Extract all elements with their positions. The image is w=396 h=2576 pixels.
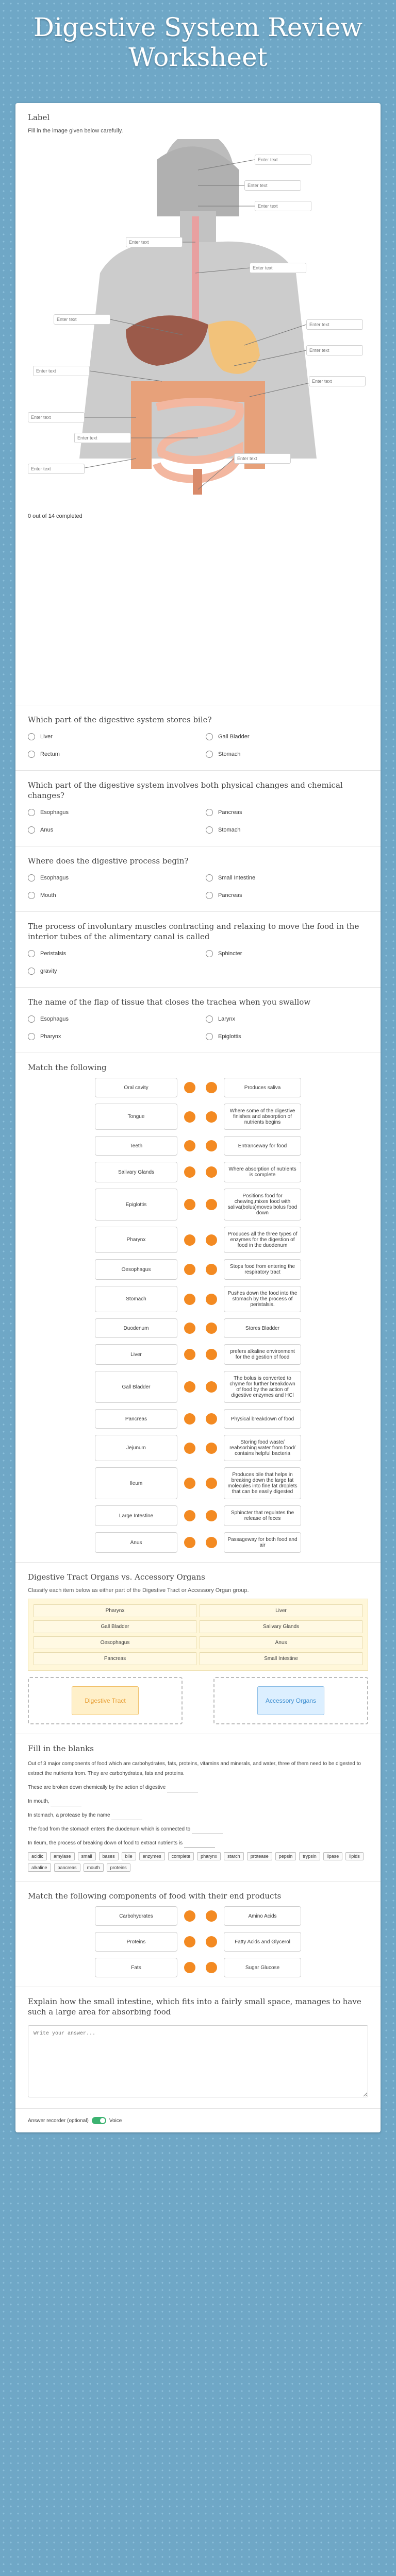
essay-answer[interactable] — [28, 2025, 368, 2097]
match-right-item[interactable] — [224, 1104, 301, 1130]
mcq-list — [15, 705, 381, 1053]
word-chip[interactable]: trypsin — [299, 1852, 320, 1860]
connector-handle[interactable] — [206, 1381, 217, 1393]
connector-handle[interactable] — [206, 1199, 217, 1210]
connector-handle[interactable] — [184, 1166, 195, 1178]
radio-button[interactable] — [28, 892, 35, 899]
match-right-label: Fatty Acids and Glycerol — [235, 1939, 290, 1945]
word-chip[interactable]: small — [78, 1852, 96, 1860]
mcq-option[interactable] — [206, 730, 368, 743]
connector-handle[interactable] — [184, 1381, 195, 1393]
word-chip[interactable]: bile — [122, 1852, 136, 1860]
mcq-question — [15, 912, 381, 988]
classify-card[interactable]: Liver — [200, 1604, 362, 1617]
connector-handle[interactable] — [184, 1910, 195, 1922]
classify-card[interactable]: Pancreas — [34, 1652, 196, 1665]
essay-heading: Explain how the small intestine, which fits into a fairly small space, manages to have such a large area for absorbing food — [28, 1997, 361, 2016]
mcq-option-label: Esophagus — [40, 875, 69, 881]
match-left-label: Pharynx — [126, 1237, 146, 1243]
essay-section — [15, 1987, 381, 2109]
match-right-item[interactable] — [224, 1505, 301, 1526]
classify-card[interactable]: Pharynx — [34, 1604, 196, 1617]
connector-handle[interactable] — [184, 1510, 195, 1521]
mcq-option[interactable] — [28, 748, 190, 761]
label-input-12[interactable] — [74, 433, 131, 443]
mcq-option[interactable] — [28, 871, 190, 885]
label-section — [15, 103, 381, 705]
mcq-question-text: The process of involuntary muscles contracting and relaxing to move the food in the interior tubes of the alimentary canal is called — [28, 922, 359, 941]
match-grid — [28, 1078, 368, 1553]
classify-card[interactable]: Anus — [200, 1636, 362, 1649]
connector-handle[interactable] — [184, 1962, 195, 1973]
match-left-item[interactable] — [95, 1505, 177, 1526]
word-chip[interactable]: bases — [99, 1852, 119, 1860]
match-left-label: Carbohydrates — [119, 1913, 153, 1919]
match-left-label: Liver — [130, 1351, 142, 1358]
word-chip[interactable]: protease — [247, 1852, 272, 1860]
mcq-option-label: Gall Bladder — [218, 734, 250, 740]
mcq-question — [15, 771, 381, 846]
mcq-option[interactable] — [28, 1012, 190, 1026]
fill-paragraph-2: These are broken down chemically by the action of digestive — [28, 1785, 166, 1790]
label-input-14[interactable] — [28, 464, 85, 474]
mcq-option[interactable] — [206, 1030, 368, 1043]
connector-handle[interactable] — [206, 1510, 217, 1521]
match-right-label: prefers alkaline environment for the digestion of food — [230, 1349, 295, 1360]
match-right-label: Produces all the three types of enzymes for the digestion of food in the duodenum — [227, 1231, 298, 1248]
match-left-label: Anus — [130, 1539, 142, 1546]
word-chip[interactable]: starch — [224, 1852, 244, 1860]
connector-handle[interactable] — [206, 1323, 217, 1334]
match-right-item[interactable] — [224, 1162, 301, 1182]
match-left-label: Gall Bladder — [122, 1384, 151, 1390]
word-chip[interactable]: lipids — [345, 1852, 364, 1860]
mcq-question-text: The name of the flap of tissue that closes the trachea when you swallow — [28, 997, 311, 1007]
mcq-question-text: Which part of the digestive system stores bile? — [28, 715, 212, 724]
mcq-option[interactable] — [206, 806, 368, 819]
label-instructions: Fill in the image given below carefully. — [28, 128, 123, 134]
mcq-option-label: Mouth — [40, 892, 56, 899]
match-right-item[interactable] — [224, 1227, 301, 1253]
label-input-7[interactable] — [306, 319, 363, 330]
match-left-label: Jejunum — [126, 1445, 146, 1451]
match-right-label: Stops food from entering the respiratory tract — [229, 1264, 295, 1275]
classify-items — [28, 1599, 368, 1671]
match-left-label: Tongue — [127, 1114, 145, 1120]
classify-instructions: Classify each item below as either part of the Digestive Tract or Accessory Organ group. — [28, 1587, 249, 1594]
match2-grid — [28, 1906, 368, 1977]
match2-heading: Match the following components of food with their end products — [28, 1891, 282, 1901]
worksheet-title: Digestive System Review Worksheet — [33, 12, 363, 72]
connector-handle[interactable] — [184, 1199, 195, 1210]
word-chip[interactable]: amylase — [50, 1852, 75, 1860]
connector-handle[interactable] — [206, 1478, 217, 1489]
match-right-item[interactable] — [224, 1136, 301, 1156]
connector-handle[interactable] — [184, 1082, 195, 1093]
mcq-option-label: Pharynx — [40, 1033, 61, 1040]
match-left-item[interactable] — [95, 1371, 177, 1403]
mcq-option[interactable] — [28, 823, 190, 837]
fill-paragraph-1: Out of 3 major components of food which are carbohydrates, fats, proteins, vitamins and minerals, and water, three of them need to be digested to extract the nutrients from. They are carbohydrates, fats and proteins. — [28, 1761, 361, 1776]
mcq-option[interactable] — [28, 889, 190, 902]
mcq-option-label: Stomach — [218, 827, 241, 833]
mcq-option[interactable] — [206, 871, 368, 885]
match-left-label: Proteins — [126, 1939, 146, 1945]
fill-blank[interactable] — [192, 1828, 223, 1834]
label-input-2[interactable] — [244, 180, 301, 191]
connector-handle[interactable] — [206, 1111, 217, 1123]
accessory-organs-label: Accessory Organs — [257, 1686, 324, 1715]
match-left-item[interactable] — [95, 1162, 177, 1182]
match-right-item[interactable] — [224, 1435, 301, 1461]
match-left-item[interactable] — [95, 1344, 177, 1365]
classify-section — [15, 1563, 381, 1734]
mcq-question — [15, 988, 381, 1053]
digestive-tract-label: Digestive Tract — [72, 1686, 139, 1715]
mcq-option-label: Pancreas — [218, 809, 242, 816]
match2-section — [15, 1882, 381, 1987]
connector-handle[interactable] — [206, 1294, 217, 1305]
fill-paragraph-6: In Ileum, the process of breaking down of food to extract nutrients is — [28, 1840, 183, 1846]
mcq-question — [15, 705, 381, 771]
match-left-label: Duodenum — [123, 1325, 149, 1331]
word-chip[interactable]: acidic — [28, 1852, 47, 1860]
label-input-10[interactable] — [309, 376, 366, 386]
match-left-item[interactable] — [95, 1932, 177, 1952]
connector-handle[interactable] — [206, 1349, 217, 1360]
match-right-label: Sphincter that regulates the release of feces — [230, 1510, 294, 1521]
radio-button[interactable] — [28, 874, 35, 882]
mcq-option[interactable] — [28, 1030, 190, 1043]
match-right-label: Amino Acids — [248, 1913, 277, 1919]
word-bank — [28, 1852, 368, 1872]
accessory-organs-bin[interactable] — [213, 1677, 368, 1724]
match-left-item[interactable] — [95, 1078, 177, 1097]
connector-handle[interactable] — [206, 1413, 217, 1425]
mcq-option[interactable] — [28, 730, 190, 743]
radio-button[interactable] — [206, 1015, 213, 1023]
match-right-item[interactable] — [224, 1344, 301, 1365]
classify-card[interactable]: Gall Bladder — [34, 1620, 196, 1633]
connector-handle[interactable] — [184, 1349, 195, 1360]
fill-paragraph-5: The food from the stomach enters the duodenum which is connected to — [28, 1826, 191, 1832]
connector-handle[interactable] — [206, 1443, 217, 1454]
word-chip[interactable]: complete — [168, 1852, 194, 1860]
match-heading: Match the following — [28, 1063, 107, 1072]
match-left-label: Epiglottis — [125, 1201, 147, 1208]
mcq-option-label: Anus — [40, 827, 54, 833]
voice-toggle[interactable] — [92, 2117, 106, 2124]
match-left-item[interactable] — [95, 1104, 177, 1130]
connector-handle[interactable] — [184, 1413, 195, 1425]
radio-button[interactable] — [28, 1033, 35, 1040]
radio-button[interactable] — [206, 1033, 213, 1040]
fill-paragraph-4: In stomach, a protease by the name — [28, 1812, 110, 1818]
word-chip[interactable]: alkaline — [28, 1863, 51, 1872]
fill-paragraph-3: In mouth, — [28, 1799, 50, 1804]
match-left-item[interactable] — [95, 1467, 177, 1499]
match-left-label: Stomach — [126, 1296, 146, 1302]
mcq-option-label: Sphincter — [218, 951, 242, 957]
match-right-item[interactable] — [224, 1532, 301, 1553]
fill-blank[interactable] — [111, 1814, 142, 1820]
mcq-question-text: Which part of the digestive system involves both physical changes and chemical changes? — [28, 781, 343, 800]
digestive-diagram — [28, 139, 368, 696]
classify-heading: Digestive Tract Organs vs. Accessory Organs — [28, 1572, 205, 1582]
connector-handle[interactable] — [206, 1910, 217, 1922]
connector-handle[interactable] — [206, 1936, 217, 1947]
radio-button[interactable] — [206, 950, 213, 957]
mcq-option[interactable] — [206, 1012, 368, 1026]
classify-card[interactable]: Oesophagus — [34, 1636, 196, 1649]
fill-section — [15, 1734, 381, 1882]
mcq-option[interactable] — [28, 947, 190, 960]
connector-handle[interactable] — [206, 1234, 217, 1246]
word-chip[interactable]: lipase — [323, 1852, 343, 1860]
match-right-item[interactable] — [224, 1467, 301, 1499]
match-right-label: Pushes down the food into the stomach by the process of peristalsis. — [227, 1291, 298, 1308]
mcq-option-label: Esophagus — [40, 1016, 69, 1022]
match-right-item[interactable] — [224, 1318, 301, 1338]
match-left-label: Salivary Glands — [118, 1169, 155, 1175]
match-right-item[interactable] — [224, 1932, 301, 1952]
match-right-label: Where some of the digestive finishes and absorption of nutrients begins — [229, 1108, 295, 1125]
connector-handle[interactable] — [206, 1082, 217, 1093]
radio-button[interactable] — [206, 892, 213, 899]
match-left-label: Pancreas — [125, 1416, 147, 1422]
footer — [15, 2109, 381, 2132]
match-left-item[interactable] — [95, 1136, 177, 1156]
connector-handle[interactable] — [206, 1140, 217, 1151]
connector-handle[interactable] — [184, 1234, 195, 1246]
match-right-label: Storing food waste/ reabsorbing water from food/ contains helpful bacteria — [229, 1439, 295, 1456]
match-left-item[interactable] — [95, 1958, 177, 1977]
label-input-9[interactable] — [33, 366, 90, 376]
match-left-label: Large Intestine — [119, 1513, 154, 1519]
mcq-option[interactable] — [206, 823, 368, 837]
radio-button[interactable] — [206, 733, 213, 740]
word-chip[interactable]: enzymes — [139, 1852, 165, 1860]
match-right-label: Sugar Glucose — [245, 1964, 280, 1971]
match-left-label: Oesophagus — [121, 1266, 151, 1273]
match-left-item[interactable] — [95, 1409, 177, 1429]
match-left-item[interactable] — [95, 1532, 177, 1553]
match-right-label: Produces saliva — [244, 1084, 281, 1091]
connector-handle[interactable] — [184, 1478, 195, 1489]
mcq-option-label: Small Intestine — [218, 875, 256, 881]
completion-count: 0 out of 14 completed — [28, 513, 82, 519]
connector-handle[interactable] — [184, 1443, 195, 1454]
fill-heading: Fill in the blanks — [28, 1744, 94, 1753]
match-left-item[interactable] — [95, 1259, 177, 1280]
label-input-11[interactable] — [28, 412, 85, 422]
mcq-question — [15, 846, 381, 912]
radio-button[interactable] — [28, 968, 35, 975]
mcq-option[interactable] — [206, 748, 368, 761]
label-input-13[interactable] — [234, 453, 291, 464]
mcq-option-label: Larynx — [218, 1016, 236, 1022]
radio-button[interactable] — [28, 751, 35, 758]
mcq-option-label: Pancreas — [218, 892, 242, 899]
voice-label: Voice — [109, 2117, 122, 2124]
connector-handle[interactable] — [184, 1294, 195, 1305]
match-right-item[interactable] — [224, 1906, 301, 1926]
mcq-question-text: Where does the digestive process begin? — [28, 856, 189, 866]
mcq-option-label: gravity — [40, 968, 57, 974]
mcq-option-label: Liver — [40, 734, 53, 740]
mcq-option-label: Esophagus — [40, 809, 69, 816]
match-right-label: Stores Bladder — [245, 1325, 280, 1331]
radio-button[interactable] — [28, 733, 35, 740]
word-chip[interactable]: proteins — [107, 1863, 130, 1872]
word-chip[interactable]: mouth — [84, 1863, 104, 1872]
radio-button[interactable] — [28, 1015, 35, 1023]
fill-blank[interactable] — [51, 1800, 81, 1806]
mcq-option-label: Stomach — [218, 751, 241, 757]
match-section — [15, 1053, 381, 1563]
connector-handle[interactable] — [184, 1140, 195, 1151]
word-chip[interactable]: pancreas — [54, 1863, 80, 1872]
mcq-option[interactable] — [206, 947, 368, 960]
mcq-option-label: Peristalsis — [40, 951, 67, 957]
connector-handle[interactable] — [206, 1264, 217, 1275]
match-left-item[interactable] — [95, 1189, 177, 1221]
match-right-label: Entranceway for food — [238, 1143, 287, 1149]
match-right-item[interactable] — [224, 1078, 301, 1097]
worksheet-sheet — [15, 103, 381, 2132]
match-left-item[interactable] — [95, 1286, 177, 1312]
word-chip[interactable]: pepsin — [275, 1852, 296, 1860]
digestive-tract-bin[interactable] — [28, 1677, 183, 1724]
connector-handle[interactable] — [206, 1537, 217, 1548]
label-input-3[interactable] — [255, 201, 311, 211]
label-heading: Label — [28, 113, 50, 122]
match-right-label: Physical breakdown of food — [230, 1416, 294, 1422]
label-input-6[interactable] — [54, 314, 110, 325]
match-right-item[interactable] — [224, 1259, 301, 1280]
match-left-label: Oral cavity — [124, 1084, 148, 1091]
fill-blank[interactable] — [184, 1842, 215, 1848]
match-right-item[interactable] — [224, 1371, 301, 1403]
radio-button[interactable] — [28, 826, 35, 834]
match-right-item[interactable] — [224, 1189, 301, 1221]
mcq-option[interactable] — [206, 889, 368, 902]
fill-text — [28, 1759, 368, 1848]
recorder-label: Answer recorder (optional) — [28, 2117, 89, 2124]
fill-blank[interactable] — [167, 1786, 198, 1792]
connector-handle[interactable] — [184, 1323, 195, 1334]
label-input-5[interactable] — [250, 263, 306, 273]
radio-button[interactable] — [28, 950, 35, 957]
match-left-item[interactable] — [95, 1227, 177, 1253]
match-right-label: Passageway for both food and air — [227, 1537, 298, 1548]
radio-button[interactable] — [28, 809, 35, 816]
match-right-item[interactable] — [224, 1286, 301, 1312]
classify-card[interactable]: Salivary Glands — [200, 1620, 362, 1633]
match-left-item[interactable] — [95, 1318, 177, 1338]
match-right-item[interactable] — [224, 1409, 301, 1429]
radio-button[interactable] — [206, 826, 213, 834]
match-left-label: Ileum — [129, 1480, 143, 1486]
match-right-label: Positions food for chewing,mixes food with saliva(bolus)moves bolus food down — [227, 1193, 298, 1216]
match-right-item[interactable] — [224, 1958, 301, 1977]
connector-handle[interactable] — [184, 1537, 195, 1548]
label-input-4[interactable] — [126, 237, 183, 247]
match-right-label: Where absorption of nutrients is complete — [228, 1166, 296, 1178]
label-input-8[interactable] — [306, 345, 363, 355]
match-left-item[interactable] — [95, 1906, 177, 1926]
match-left-label: Teeth — [129, 1143, 143, 1149]
match-right-label: Produces bile that helps in breaking down the large fat molecules into fine fat droplets that can be easily digested — [227, 1472, 298, 1495]
label-input-1[interactable] — [255, 155, 311, 165]
mcq-option[interactable] — [28, 964, 190, 978]
mcq-option[interactable] — [28, 806, 190, 819]
word-chip[interactable]: pharynx — [197, 1852, 221, 1860]
radio-button[interactable] — [206, 809, 213, 816]
match-right-label: The bolus is converted to chyme for further breakdown of food by the action of digestive enzymes and HCl — [229, 1376, 295, 1398]
classify-card[interactable]: Small Intestine — [200, 1652, 362, 1665]
connector-handle[interactable] — [206, 1166, 217, 1178]
radio-button[interactable] — [206, 874, 213, 882]
connector-handle[interactable] — [184, 1936, 195, 1947]
connector-handle[interactable] — [206, 1962, 217, 1973]
match-left-item[interactable] — [95, 1435, 177, 1461]
connector-handle[interactable] — [184, 1264, 195, 1275]
radio-button[interactable] — [206, 751, 213, 758]
mcq-option-label: Rectum — [40, 751, 60, 757]
connector-handle[interactable] — [184, 1111, 195, 1123]
match-left-label: Fats — [131, 1964, 141, 1971]
mcq-option-label: Epiglottis — [218, 1033, 241, 1040]
